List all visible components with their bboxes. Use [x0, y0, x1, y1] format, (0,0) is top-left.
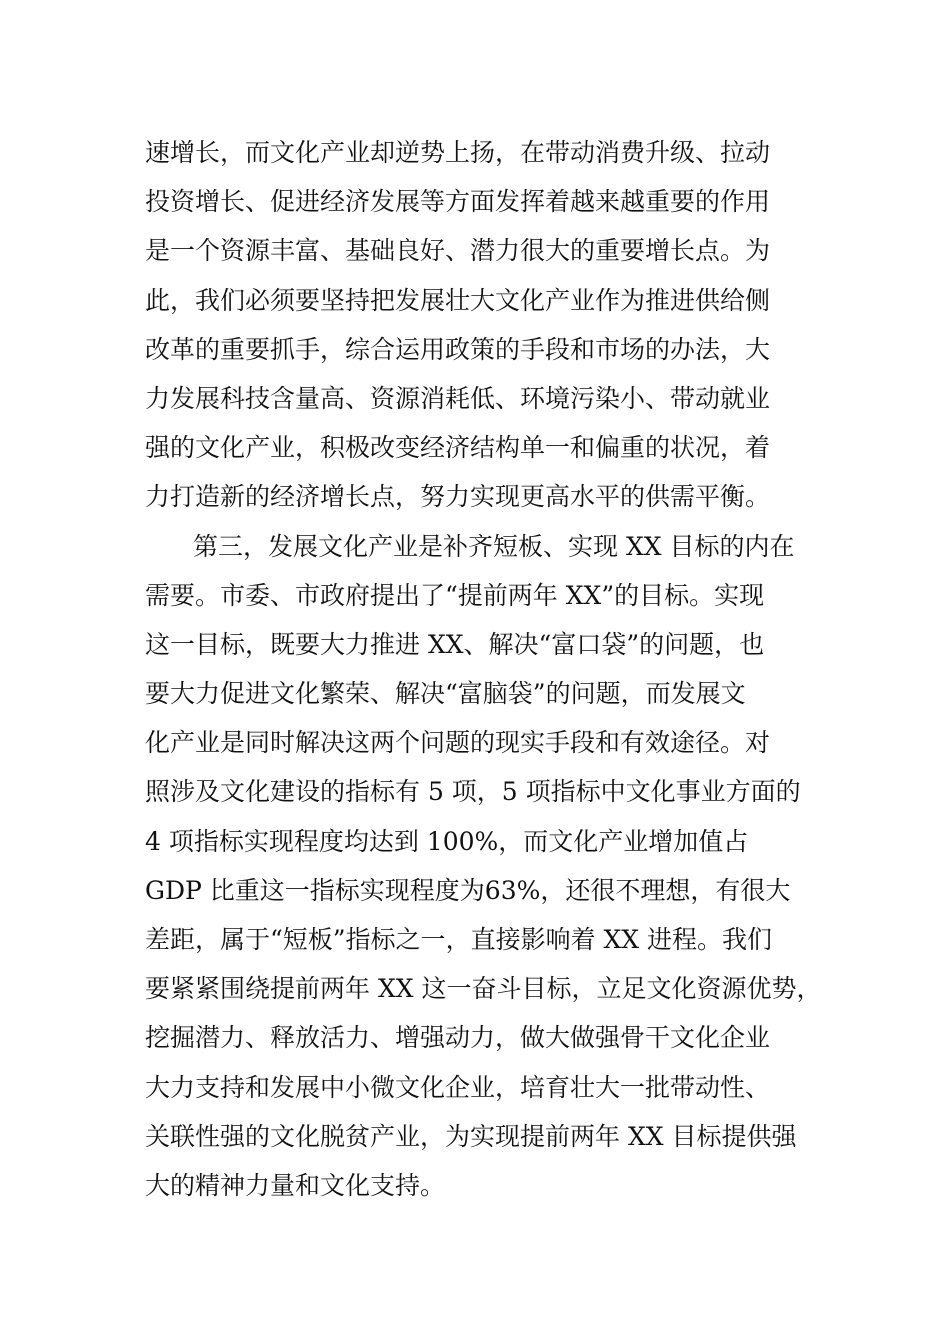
paragraph-line: 力发展科技含量高、资源消耗低、环境污染小、带动就业 — [145, 383, 771, 413]
paragraph-line: 投资增长、促进经济发展等方面发挥着越来越重要的作用 — [145, 187, 771, 217]
paragraph-line: 此，我们必须要坚持把发展壮大文化产业作为推进供给侧 — [145, 285, 771, 315]
paragraph-line: 大的精神力量和文化支持。 — [145, 1170, 446, 1200]
document-body — [145, 128, 825, 1210]
paragraph-first-line: 第三，发展文化产业是补齐短板、实现 XX 目标的内在 — [193, 531, 795, 561]
paragraph-line: GDP 比重这一指标实现程度为63%，还很不理想，有很大 — [145, 875, 791, 905]
paragraph-line: 改革的重要抓手，综合运用政策的手段和市场的办法，大 — [145, 334, 771, 364]
paragraph-line: 关联性强的文化脱贫产业，为实现提前两年 XX 目标提供强 — [145, 1121, 797, 1151]
paragraph-line: 这一目标，既要大力推进 XX、解决“富口袋”的问题，也 — [145, 629, 765, 659]
paragraph-line: 要大力促进文化繁荣、解决“富脑袋”的问题，而发展文 — [145, 679, 746, 709]
paragraph-line: 是一个资源丰富、基础良好、潜力很大的重要增长点。为 — [145, 236, 771, 266]
paragraph-line: 力打造新的经济增长点，努力实现更高水平的供需平衡。 — [145, 482, 771, 512]
paragraph-line: 速增长，而文化产业却逆势上扬，在带动消费升级、拉动 — [145, 138, 771, 167]
paragraph-line: 照涉及文化建设的指标有 5 项，5 项指标中文化事业方面的 — [145, 777, 801, 807]
paragraph-line: 需要。市委、市政府提出了“提前两年 XX”的目标。实现 — [145, 580, 765, 610]
paragraph-line: 大力支持和发展中小微文化企业，培育壮大一批带动性、 — [145, 1072, 771, 1102]
paragraph-1 — [145, 128, 825, 522]
paragraph-2 — [145, 522, 825, 1211]
paragraph-line: 差距，属于“短板”指标之一，直接影响着 XX 进程。我们 — [145, 925, 773, 954]
paragraph-line: 4 项指标实现程度均达到 100%，而文化产业增加值占 — [145, 826, 749, 856]
paragraph-line: 要紧紧围绕提前两年 XX 这一奋斗目标，立足文化资源优势， — [145, 974, 822, 1004]
paragraph-line: 强的文化产业，积极改变经济结构单一和偏重的状况，着 — [145, 433, 771, 463]
paragraph-line: 化产业是同时解决这两个问题的现实手段和有效途径。对 — [145, 728, 771, 758]
paragraph-line: 挖掘潜力、释放活力、增强动力，做大做强骨干文化企业 — [145, 1023, 771, 1053]
